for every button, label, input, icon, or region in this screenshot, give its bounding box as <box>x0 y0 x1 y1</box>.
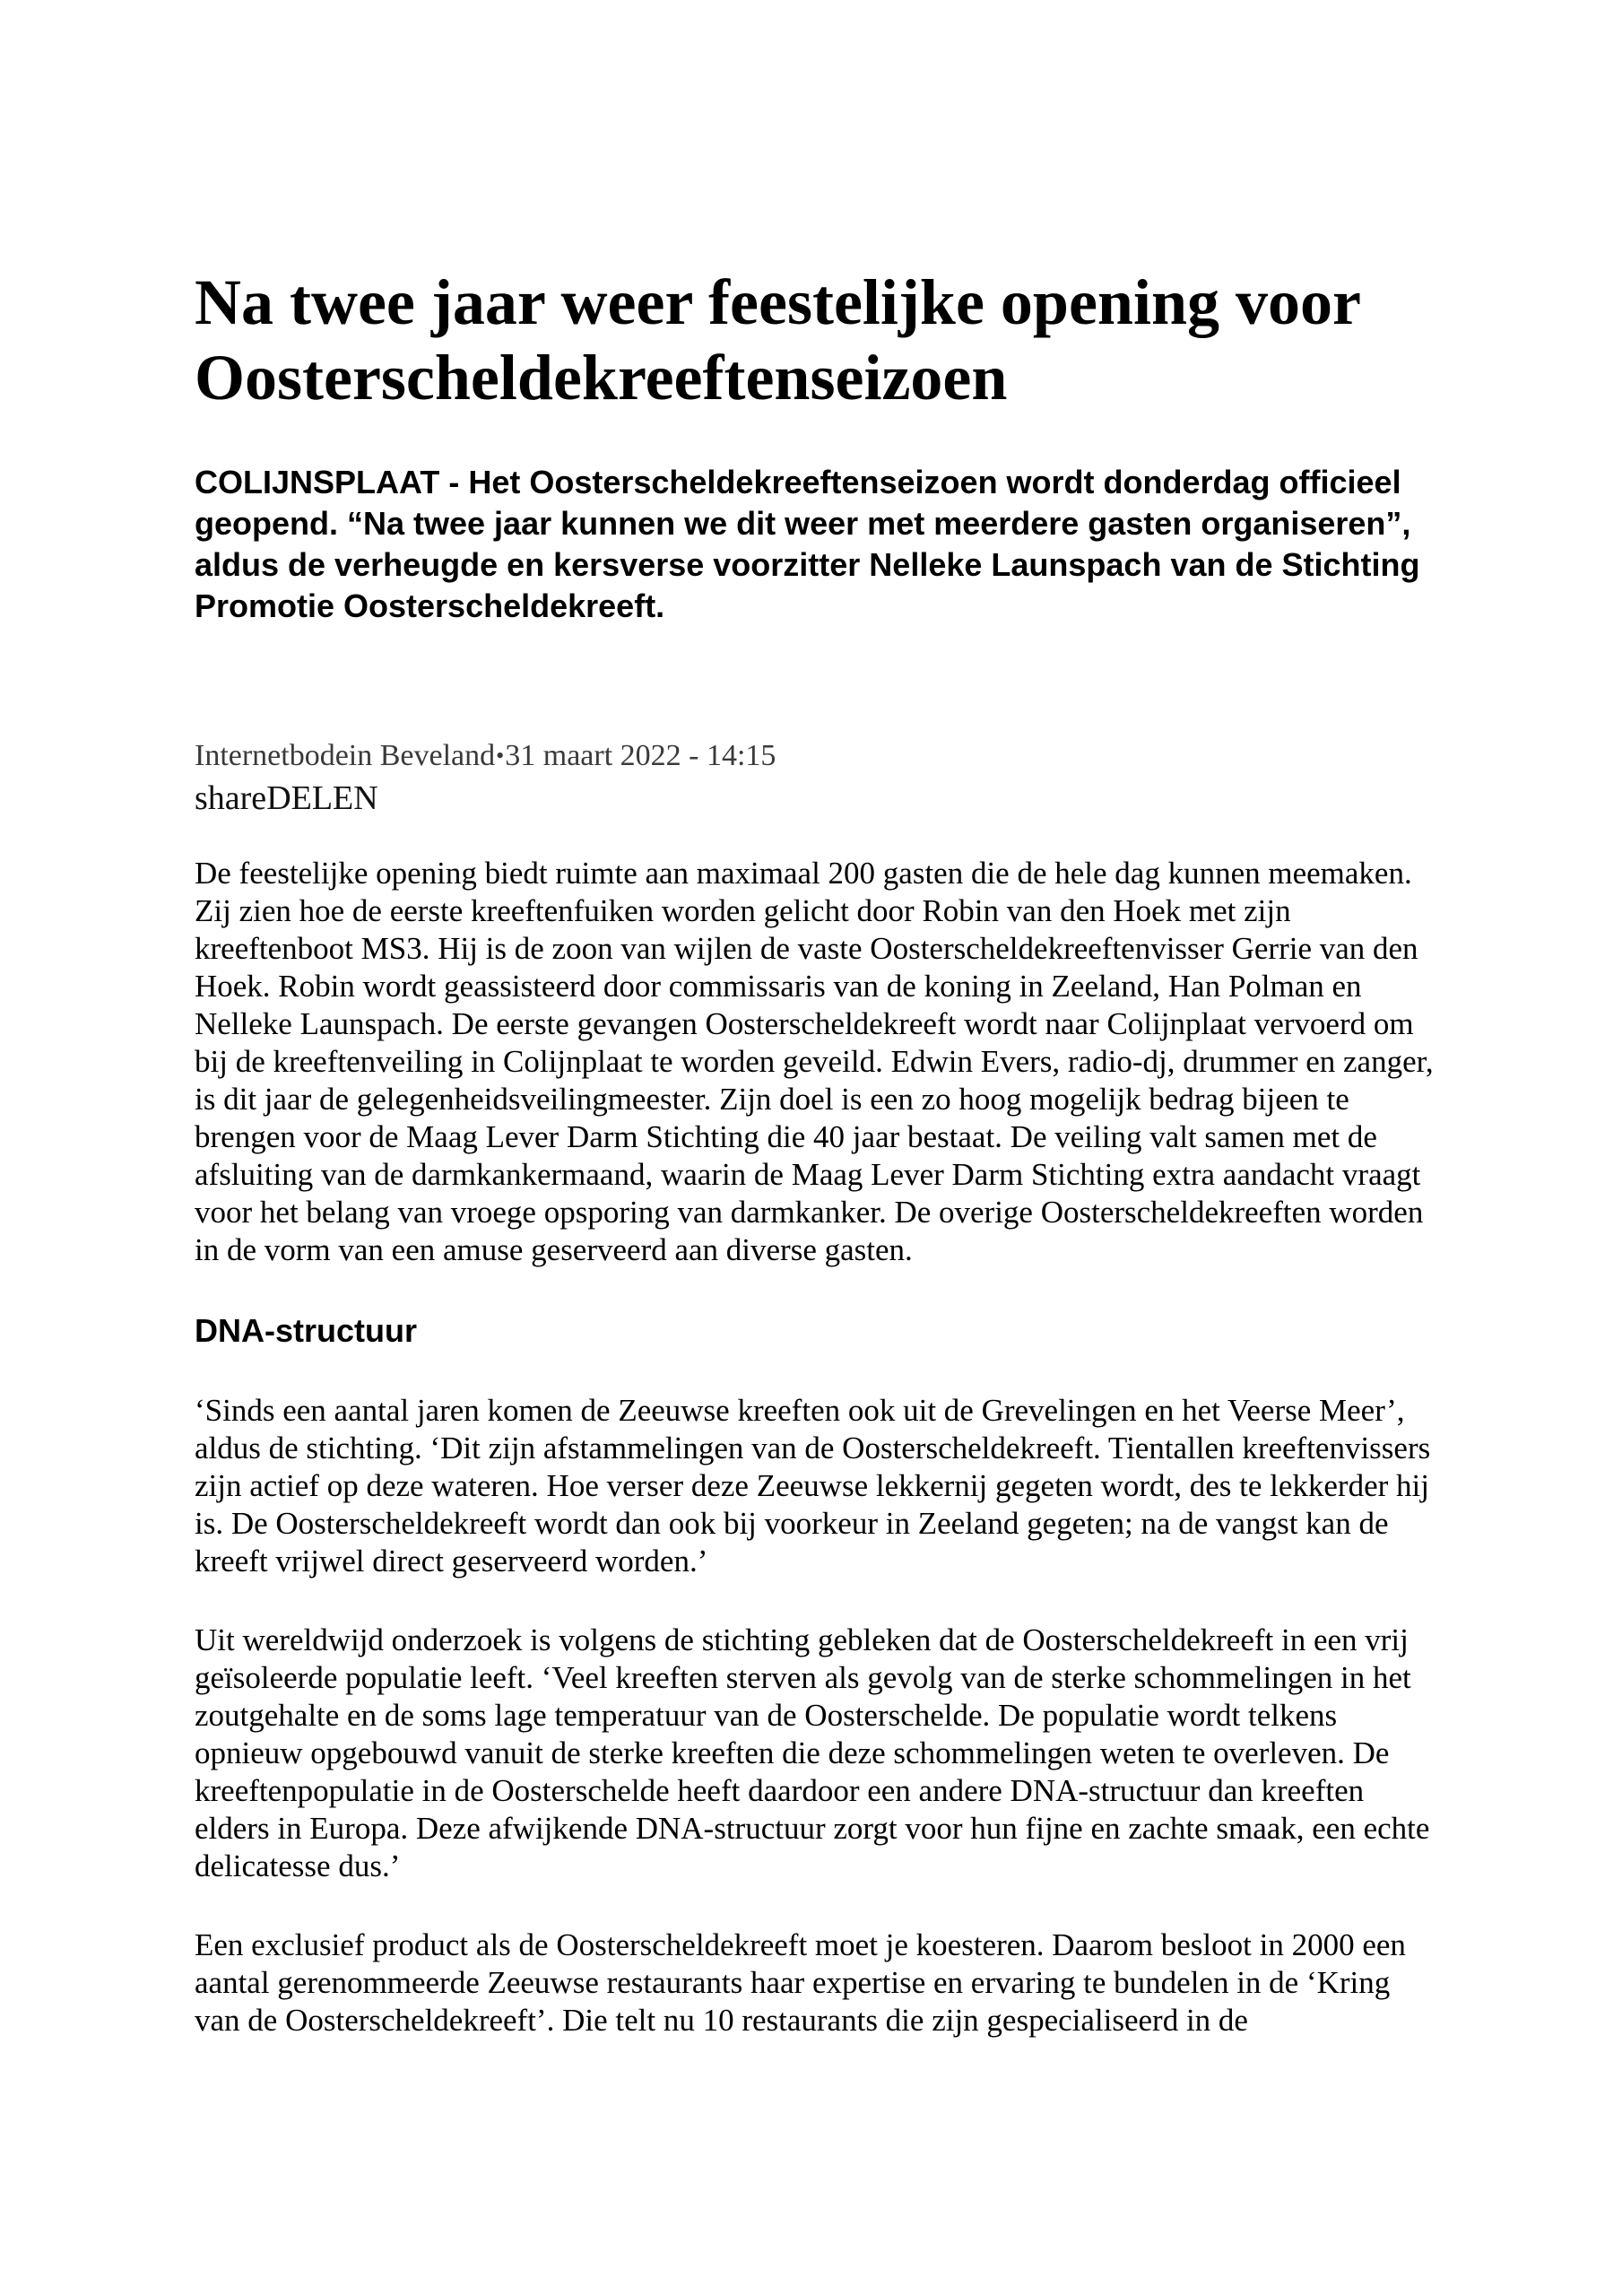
page-title: Na twee jaar weer feestelijke opening voor Oosterscheldekreeftenseizoen <box>195 266 1360 413</box>
article-intro: COLIJNSPLAAT - Het Oosterscheldekreeftenseizoen wordt donderdag officieel geopend. “Na twee jaar kunnen we dit weer met meerdere gasten organiseren”, aldus de verheugde en kersverse voorzitter Nelleke Launspach van de Stichting Promotie Oosterscheldekreeft. <box>195 464 1420 624</box>
byline <box>195 736 1441 776</box>
paragraph: ‘Sinds een aantal jaren komen de Zeeuwse kreeften ook uit de Grevelingen en het Veerse Meer’, aldus de stichting. ‘Dit zijn afstammelingen van de Oosterscheldekreeft. Tientallen kreeftenvissers zijn actief op deze wateren. Hoe verser deze Zeeuwse lekkernij gegeten wordt, des te lekkerder hij is. De Oosterscheldekreeft wordt dan ook bij voorkeur in Zeeland gegeten; na de vangst kan de kreeft vrijwel direct geserveerd worden.’ <box>195 1393 1431 1578</box>
byline-datetime: 31 maart 2022 - 14:15 <box>505 739 776 772</box>
paragraph: De feestelijke opening biedt ruimte aan maximaal 200 gasten die de hele dag kunnen meemaken. Zij zien hoe de eerste kreeftenfuiken worden gelicht door Robin van den Hoek met zijn kreeftenboot MS3. Hij is de zoon van wijlen de vaste Oosterscheldekreeftenvisser Gerrie van den Hoek. Robin wordt geassisteerd door commissaris van de koning in Zeeland, Han Polman en Nelleke Launspach. De eerste gevangen Oosterscheldekreeft wordt naar Colijnplaat vervoerd om bij de kreeftenveiling in Colijnplaat te worden geveild. Edwin Evers, radio-dj, drummer en zanger, is dit jaar de gelegenheidsveilingmeester. Zijn doel is een zo hoog mogelijk bedrag bijeen te brengen voor de Maag Lever Darm Stichting die 40 jaar bestaat. De veiling valt samen met de afsluiting van de darmkankermaand, waarin de Maag Lever Darm Stichting extra aandacht vraagt voor het belang van vroege opsporing van darmkanker. De overige Oosterscheldekreeften worden in de vorm van een amuse geserveerd aan diverse gasten. <box>195 856 1434 1267</box>
share-row <box>195 776 1441 821</box>
share-button[interactable] <box>195 779 378 817</box>
share-button-label: DELEN <box>266 779 378 817</box>
byline-source: Internetbodein Beveland <box>195 739 496 772</box>
paragraph: Een exclusief product als de Oosterscheldekreeft moet je koesteren. Daarom besloot in 2000 een aantal gerenommeerde Zeeuwse restaurants haar expertise en ervaring te bundelen in de ‘Kring van de Oosterscheldekreeft’. Die telt nu 10 restaurants die zijn gespecialiseerd in de <box>195 1927 1406 2038</box>
byline-separator-dot: • <box>496 743 505 769</box>
paragraph: Uit wereldwijd onderzoek is volgens de stichting gebleken dat de Oosterscheldekreeft in een vrij geïsoleerde populatie leeft. ‘Veel kreeften sterven als gevolg van de sterke schommelingen in het zoutgehalte en de soms lage temperatuur van de Oosterschelde. De populatie wordt telkens opnieuw opgebouwd vanuit de sterke kreeften die deze schommelingen weten te overleven. De kreeftenpopulatie in de Oosterschelde heeft daardoor een andere DNA-structuur dan kreeften elders in Europa. Deze afwijkende DNA-structuur zorgt voor hun fijne en zachte smaak, een echte delicatesse dus.’ <box>195 1622 1430 1883</box>
article-body <box>195 855 1441 2039</box>
share-icon: share <box>195 779 267 817</box>
section-heading-dna-structuur: DNA-structuur <box>195 1312 417 1349</box>
